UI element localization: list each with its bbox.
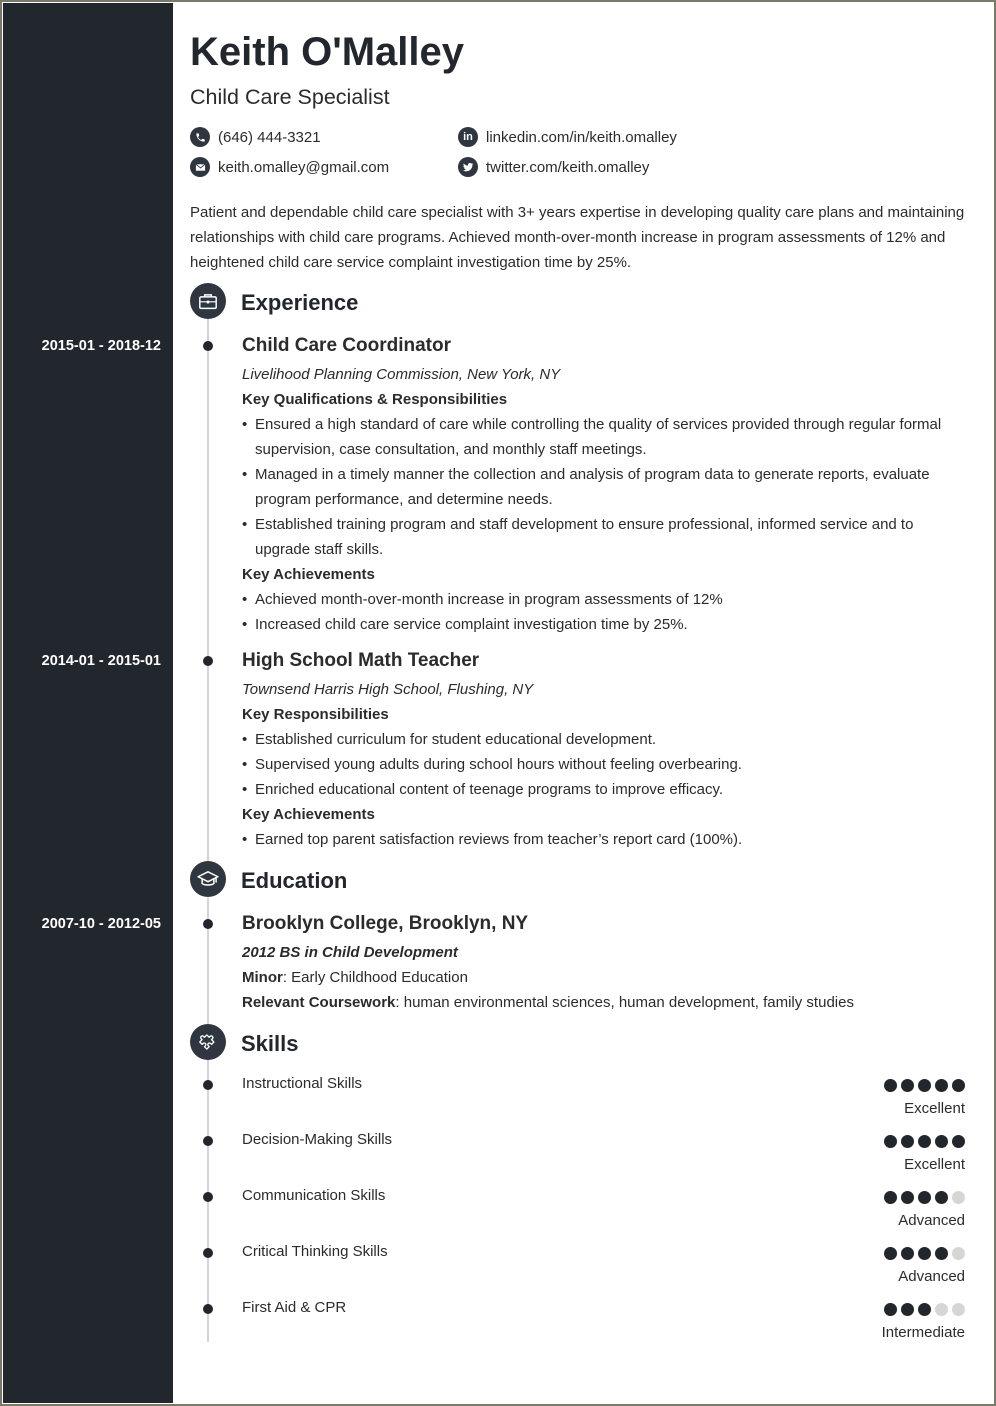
candidate-title: Child Care Specialist (190, 85, 390, 109)
coursework-line (242, 994, 854, 1011)
job-1-resp-heading: Key Qualifications & Responsibilities (242, 391, 508, 408)
rating-dot-filled (901, 1135, 914, 1148)
linkedin-icon: in (458, 127, 478, 147)
minor-line (242, 969, 468, 986)
twitter-icon (458, 157, 478, 177)
rating-dot-filled (918, 1135, 931, 1148)
job-2-title: High School Math Teacher (242, 650, 480, 671)
skill-level: Excellent (904, 1100, 965, 1117)
list-item: • Earned top parent satisfaction reviews from teacher’s report card (100%). (242, 827, 962, 852)
timeline-dot (203, 341, 213, 351)
coursework-value: : human environmental sciences, human development, family studies (395, 994, 854, 1011)
list-item: • Managed in a timely manner the collection and analysis of program data to generate reports, evaluate program performance, and determine needs. (242, 462, 962, 512)
rating-dot-empty (952, 1247, 965, 1260)
minor-label: Minor (242, 969, 283, 986)
skills-heading: Skills (241, 1031, 299, 1056)
timeline-dot (203, 1248, 213, 1258)
job-1-organization: Livelihood Planning Commission, New York, NY (242, 366, 561, 383)
timeline-dot (203, 656, 213, 666)
rating-dot-filled (884, 1135, 897, 1148)
school-name: Brooklyn College, Brooklyn, NY (242, 913, 529, 934)
list-item: • Ensured a high standard of care while controlling the quality of services provided through regular formal supervision, case consultation, and monthly staff meetings. (242, 412, 962, 462)
resume-page (2, 2, 994, 1404)
skill-name: First Aid & CPR (242, 1299, 347, 1316)
phone-text[interactable]: (646) 444-3321 (218, 128, 321, 146)
rating-dot-empty (952, 1303, 965, 1316)
rating-dot-filled (918, 1079, 931, 1092)
rating-dot-filled (901, 1303, 914, 1316)
job-2-organization: Townsend Harris High School, Flushing, NY (242, 681, 534, 698)
puzzle-piece-icon (190, 1024, 226, 1060)
list-item: • Achieved month-over-month increase in program assessments of 12% (242, 587, 962, 612)
experience-heading: Experience (241, 290, 359, 315)
timeline-dot (203, 919, 213, 929)
skill-rating (884, 1247, 965, 1260)
rating-dot-filled (884, 1247, 897, 1260)
rating-dot-filled (901, 1079, 914, 1092)
phone-icon (190, 127, 210, 147)
rating-dot-empty (935, 1303, 948, 1316)
skill-rating (884, 1303, 965, 1316)
graduation-cap-icon (190, 861, 226, 897)
list-item: • Enriched educational content of teenage programs to improve efficacy. (242, 777, 962, 802)
list-item: • Established training program and staff development to ensure professional, informed service and to upgrade staff skills. (242, 512, 962, 562)
skill-name: Communication Skills (242, 1187, 386, 1204)
timeline-dot (203, 1192, 213, 1202)
twitter-text[interactable]: twitter.com/keith.omalley (486, 158, 650, 176)
skill-level: Advanced (898, 1268, 965, 1285)
timeline-dot (203, 1080, 213, 1090)
education-dates: 2007-10 - 2012-05 (41, 916, 161, 932)
candidate-name: Keith O'Malley (190, 30, 465, 74)
job-2-ach-heading: Key Achievements (242, 806, 375, 823)
timeline-dot (203, 1136, 213, 1146)
rating-dot-filled (918, 1247, 931, 1260)
email-icon (190, 157, 210, 177)
degree: 2012 BS in Child Development (242, 944, 458, 961)
education-timeline (207, 898, 209, 1024)
skill-name: Decision-Making Skills (242, 1131, 393, 1148)
rating-dot-filled (935, 1191, 948, 1204)
skill-level: Advanced (898, 1212, 965, 1229)
list-item: • Established curriculum for student educational development. (242, 727, 962, 752)
rating-dot-filled (901, 1191, 914, 1204)
linkedin-text[interactable]: linkedin.com/in/keith.omalley (486, 128, 677, 146)
job-1-ach-heading: Key Achievements (242, 566, 375, 583)
rating-dot-filled (884, 1191, 897, 1204)
skill-name: Instructional Skills (242, 1075, 363, 1092)
sidebar (3, 3, 173, 1403)
minor-value: : Early Childhood Education (282, 969, 468, 986)
skill-name: Critical Thinking Skills (242, 1243, 388, 1260)
rating-dot-filled (884, 1079, 897, 1092)
briefcase-icon (190, 283, 226, 319)
skill-level: Excellent (904, 1156, 965, 1173)
list-item: • Supervised young adults during school hours without feeling overbearing. (242, 752, 962, 777)
job-2-resp-heading: Key Responsibilities (242, 706, 389, 723)
skill-rating (884, 1135, 965, 1148)
coursework-label: Relevant Coursework (242, 994, 396, 1011)
rating-dot-filled (884, 1303, 897, 1316)
rating-dot-filled (918, 1191, 931, 1204)
rating-dot-filled (952, 1079, 965, 1092)
skill-rating (884, 1191, 965, 1204)
email-contact (190, 157, 389, 177)
email-text[interactable]: keith.omalley@gmail.com (218, 158, 390, 176)
job-1-title: Child Care Coordinator (242, 335, 452, 356)
rating-dot-filled (935, 1135, 948, 1148)
rating-dot-filled (901, 1247, 914, 1260)
main-content (190, 2, 980, 1404)
skill-level: Intermediate (881, 1324, 965, 1341)
twitter-contact (458, 157, 649, 177)
summary-paragraph: Patient and dependable child care specialist with 3+ years expertise in developing quality care plans and maintaining relationships with child care programs. Achieved month-over-month increase in program assessments of 12% and heightened child care service complaint investigation time by 25%. (190, 204, 965, 271)
education-heading: Education (241, 868, 348, 893)
linkedin-contact (458, 127, 677, 147)
experience-timeline (207, 318, 209, 862)
rating-dot-filled (918, 1303, 931, 1316)
rating-dot-empty (952, 1191, 965, 1204)
rating-dot-filled (935, 1079, 948, 1092)
rating-dot-filled (935, 1247, 948, 1260)
job-2-dates: 2014-01 - 2015-01 (41, 653, 161, 669)
job-1-dates: 2015-01 - 2018-12 (41, 338, 161, 354)
skill-rating (884, 1079, 965, 1092)
rating-dot-filled (952, 1135, 965, 1148)
timeline-dot (203, 1304, 213, 1314)
phone-contact (190, 127, 321, 147)
list-item: • Increased child care service complaint investigation time by 25%. (242, 612, 962, 637)
